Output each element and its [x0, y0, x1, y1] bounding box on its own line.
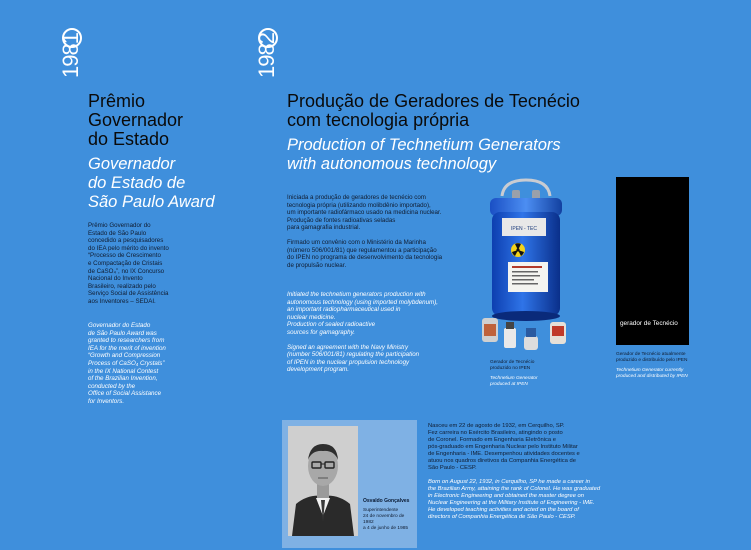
portrait-caption: Superintendente 24 de novembro de 1982 a 4 de junho de 1985: [363, 508, 409, 531]
right-title-en: Production of Technetium Generators with autonomous technology: [287, 136, 561, 173]
black-box-label: gerador de Tecnécio: [620, 320, 678, 327]
bio-en: Born on August 22, 1932, in Cerquilho, SP he made a career in the Brazilian Army, attaining the rank of Colonel. He was graduated in Electronic Engineering and obtained the master degree on Nuclear Engineering at the Military Institute of Engineering - IME. He developed teaching activities and acted on the board of directors of Companhia Energética de São Paulo - CESP.: [428, 479, 601, 520]
left-body-pt: Prêmio Governador do Estado de São Paulo concedido a pesquisadores do IEA pelo mérito do invento “Processo de Crescimento e Compactação de Cristais de CaSO₄”, no IX Concurso Nacional do Invento Brasileiro, realizado pelo Serviço Social de Assistência aos Inventores – SEDAI.: [88, 222, 169, 305]
left-title-pt: Prêmio Governador do Estado: [88, 91, 184, 149]
photo1-caption: Gerador de Tecnécio produzido no IPEN Technetium Generator produced at IPEN: [490, 360, 538, 387]
right-body-pt: Iniciada a produção de geradores de tecnécio com tecnologia própria (utilizando molibdênio importado), um importante radiofármaco usado na medicina nuclear. Produção de fontes radioativas seladas para gamagrafia industrial. Firmado um convênio com o Ministério da Marinha (número 506/001/81) que regulamentou a participação do IPEN no programa de desenvolvimento da tecnologia de propulsão nuclear.: [287, 194, 443, 269]
right-title-pt: Produção de Geradores de Tecnécio com tecnologia própria: [287, 91, 580, 130]
left-title-en: Governador do Estado de São Paulo Award: [88, 155, 215, 211]
portrait-photo: [288, 426, 358, 536]
photo2-caption: Gerador de Tecnécio atualmente produzido e distribuído pelo IPEN Technetium Generator currently produced and distributed by IPEN: [616, 352, 688, 379]
svg-text:IPEN - TEC: IPEN - TEC: [510, 226, 538, 232]
portrait-panel: [282, 420, 417, 548]
portrait-illustration: [288, 426, 358, 536]
right-body-en: Initiated the technetium generators production with autonomous technology (using imported molybdenum), an important radiopharmaceutical used in nuclear medicine. Production of sealed radioactive sources for gamagraphy. Signed an agreement with the Navy Ministry (number 506/001/81) regulating the participation of IPEN in the nuclear propulsion technology development program.: [287, 291, 438, 374]
technetium-generator-photo: [472, 178, 580, 358]
portrait-name: Osvaldo Gonçalves: [363, 498, 410, 504]
left-body-en: Governador do Estado de São Paulo Award was granted to researchers from IEA for the merit of invention “Growth and Compression Process of CaSO₄ Crystals” in the IX National Contest of the Brazilian Invention, conducted by the Office of Social Assistance for Inventors.: [88, 322, 166, 405]
generator-illustration: [472, 178, 580, 358]
year-1982: 1982: [254, 33, 279, 78]
bio-pt: Nasceu em 22 de agosto de 1932, em Cerquilho, SP. Fez carreira no Exército Brasileiro, atingindo o posto de Coronel. Formado em Engenharia Eletrônica e pós-graduado em Engenharia Nuclear pelo Instituto Militar de Engenharia - IME. Desempenhou atividades docentes e atuou nos quadros diretivos da Companhia Energética de São Paulo - CESP.: [428, 423, 580, 471]
year-1981: 1981: [58, 33, 83, 78]
black-image-box: [616, 177, 689, 345]
